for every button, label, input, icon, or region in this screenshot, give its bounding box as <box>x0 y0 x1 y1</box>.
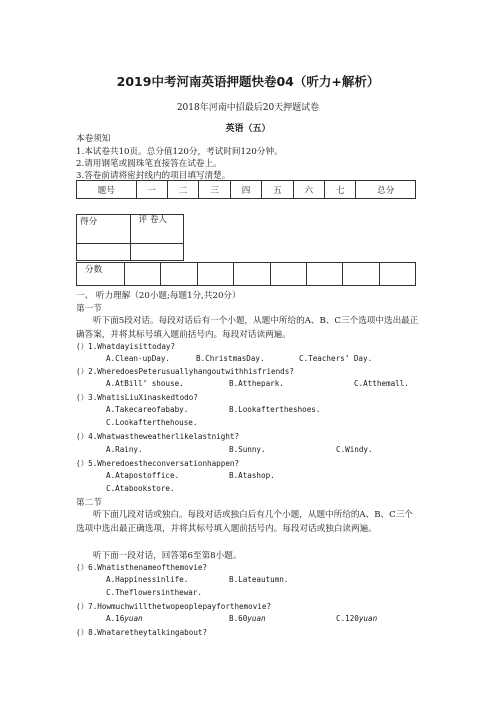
notice-item: 2.请用钢笔或圆珠笔直接答在试卷上。 <box>76 159 222 169</box>
option-b[interactable]: B.Lateautumn. <box>229 575 289 584</box>
option-b[interactable]: B.Atthepark. <box>229 379 284 388</box>
table-header-cell: 六 <box>293 181 324 199</box>
grader-label-cell: 评 卷人 <box>130 215 184 244</box>
option-c[interactable]: C.Theflowersinthewar. <box>106 588 203 597</box>
currency-unit: yuan <box>247 614 266 623</box>
option-a[interactable]: A.Takecareofababy. <box>106 405 189 414</box>
option-a[interactable]: A.Rainy. <box>106 445 143 454</box>
option-a[interactable]: A.Atapostoffice. <box>106 471 180 480</box>
score-cell[interactable] <box>161 263 197 286</box>
question-stem: (）8.Whataretheytalkingabout? <box>76 628 208 637</box>
score-cell[interactable] <box>234 263 270 286</box>
document-title: 2019中考河南英语押题快卷04（听力+解析） <box>116 74 380 89</box>
option-c[interactable]: C.Windy. <box>336 445 373 454</box>
option-b[interactable]: B.Lookaftertheshoes. <box>229 405 321 414</box>
score-cell[interactable] <box>125 263 161 286</box>
table-header-cell: 题号 <box>77 181 137 199</box>
option-a[interactable] <box>106 614 143 623</box>
part-instructions: 听下面5段对话。每段对话后有一个小题，从题中所给的A、B、C三个选项中选出最正确答案，并将其标号填入题前括号内。每段对话读两遍。 <box>76 316 419 340</box>
option-a[interactable]: A.Happinessinlife. <box>106 575 189 584</box>
option-c[interactable]: C.Teachers’ Day. <box>299 354 373 363</box>
section-heading: 一、 听力理解（20小题;每题1分,共20分） <box>76 291 241 301</box>
table-header-cell: 四 <box>230 181 261 199</box>
option-b[interactable]: B.ChristmasDay. <box>196 354 265 363</box>
table-header-cell: 总分 <box>356 181 416 199</box>
question-stem: (）6.Whatisthenameofthemovie? <box>76 563 208 572</box>
question-stem: (）7.Howmuchwillthetwopeoplepayforthemovie? <box>76 602 272 611</box>
notice-item: 3.答卷前请将密封线内的项目填写清楚。 <box>76 171 231 181</box>
part-title: 第一节 <box>76 304 102 314</box>
table-header-cell: 一 <box>136 181 167 199</box>
score-row-table <box>76 262 416 286</box>
score-cell[interactable] <box>379 263 415 286</box>
option-a[interactable]: A.AtBill’ shouse. <box>106 379 184 388</box>
part-instructions: 听下面几段对话或独白。每段对话或独白后有几个小题，从题中所给的A、B、C三个选项中选出最正确选项，并将其标号填入题前括号内。每段对话或独白读两遍。 <box>76 510 413 534</box>
currency-unit: yuan <box>358 614 378 623</box>
exam-subject: 英语（五） <box>225 124 271 134</box>
document-subtitle: 2018年河南中招最后20天押题试卷 <box>176 103 320 113</box>
score-row-label: 分数 <box>77 263 125 286</box>
option-c[interactable]: C.Atthemall. <box>354 379 409 388</box>
table-header-cell: 三 <box>199 181 230 199</box>
score-cell[interactable] <box>197 263 233 286</box>
notice-item: 1.本试卷共10页。总分值120分，考试时间120分钟。 <box>76 147 283 157</box>
table-header-cell: 五 <box>262 181 293 199</box>
table-header-cell: 七 <box>325 181 356 199</box>
option-b[interactable]: B.Sunny. <box>229 445 266 454</box>
currency-unit: yuan <box>124 614 143 623</box>
notice-heading: 本卷须知 <box>76 134 111 144</box>
option-a-value: A.16 <box>106 614 125 623</box>
table-header-cell: 二 <box>167 181 198 199</box>
sub-instruction: 听下面一段对话，回答第6至第8小题。 <box>93 551 242 561</box>
score-label-cell: 得分 <box>77 215 131 244</box>
option-c[interactable]: C.Atabookstore. <box>106 484 175 493</box>
question-stem: (）3.WhatisLiuXinaskedtodo? <box>76 393 198 402</box>
option-c[interactable]: C.Lookafterthehouse. <box>106 418 198 427</box>
option-b[interactable]: B.Atashop. <box>229 471 275 480</box>
score-cell[interactable] <box>270 263 306 286</box>
blank-cell <box>130 244 184 261</box>
option-c[interactable] <box>336 614 377 623</box>
part-title: 第二节 <box>76 498 102 508</box>
question-stem: (）4.Whatwastheweatherlikelastnight? <box>76 432 240 441</box>
option-a[interactable]: A.Clean-upDay. <box>106 354 171 363</box>
option-b-value: B.60 <box>229 614 248 623</box>
blank-cell <box>77 244 131 261</box>
question-stem: (）2.WheredoesPeterusuallyhangoutwithhisfriends? <box>76 367 294 376</box>
question-stem: (）5.Wheredoestheconversationhappen? <box>76 459 240 468</box>
grader-table <box>76 214 184 261</box>
question-score-table <box>76 180 416 199</box>
score-cell[interactable] <box>343 263 379 286</box>
option-c-value: C.120 <box>336 614 359 623</box>
score-cell[interactable] <box>306 263 342 286</box>
question-stem: (）1.Whatdayisittoday? <box>76 342 176 351</box>
option-b[interactable] <box>229 614 266 623</box>
